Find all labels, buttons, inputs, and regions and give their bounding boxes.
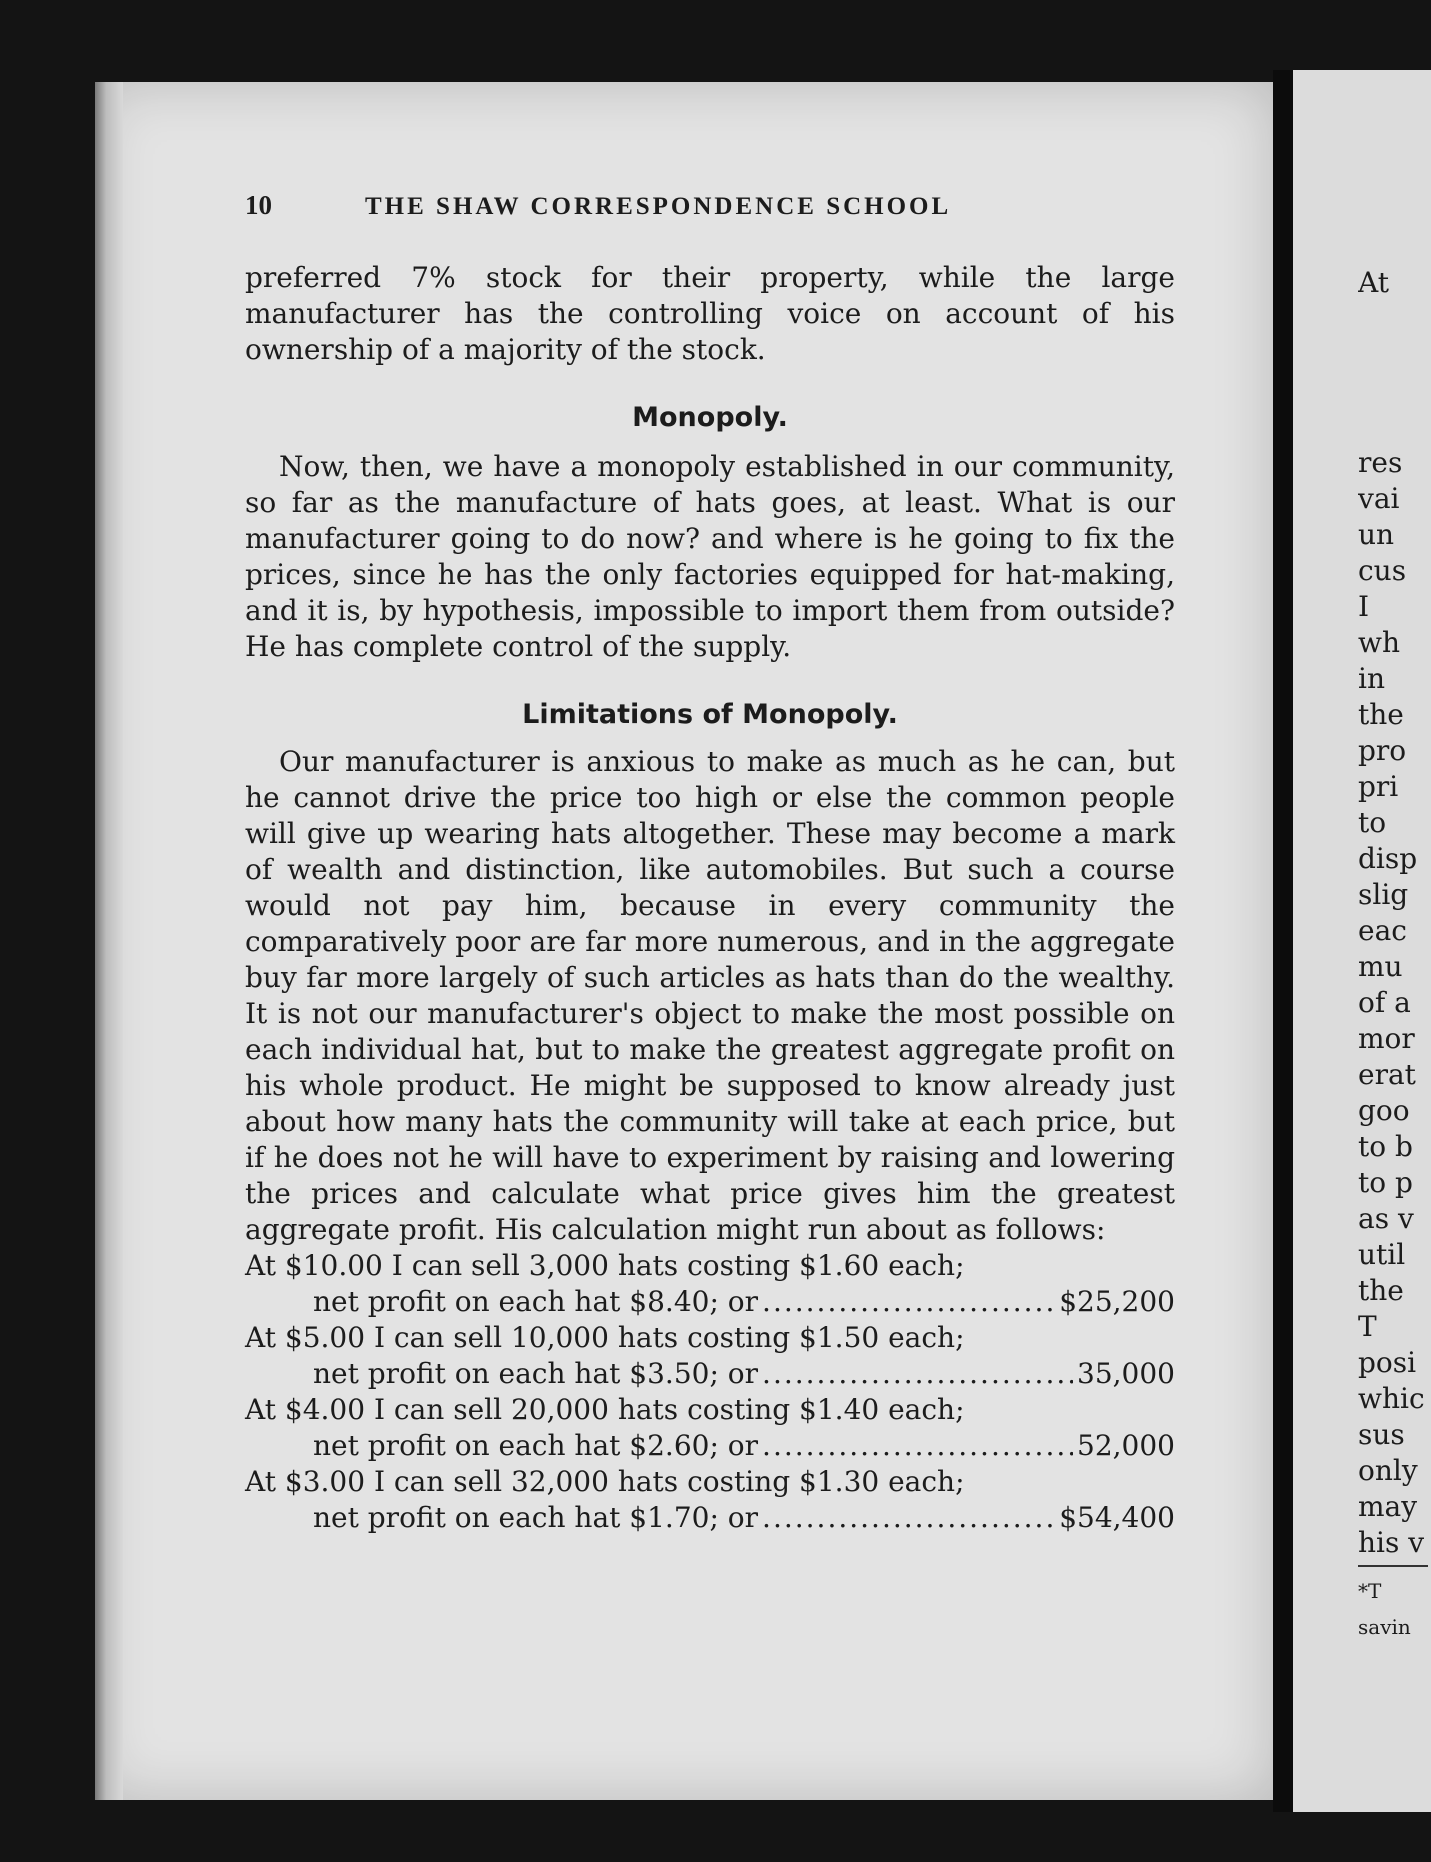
right-block-2 — [1358, 589, 1431, 1309]
binding-edge — [95, 82, 123, 1800]
calc-line-price: At $5.00 I can sell 10,000 hats costing $1.50 each; — [245, 1321, 965, 1354]
section-heading-monopoly: Monopoly. — [632, 402, 788, 433]
calc-line-profit — [245, 1356, 1175, 1392]
right-line-fragment: mu — [1358, 950, 1403, 983]
calc-entry — [245, 1464, 1175, 1536]
right-line-fragment: savin — [1358, 1615, 1411, 1639]
right-line-fragment: goo — [1358, 1094, 1410, 1127]
right-line-fragment: I — [1358, 590, 1370, 623]
right-line-fragment: util — [1358, 1238, 1406, 1271]
limitations-paragraph: Our manufacturer is anxious to make as much as he can, but he cannot drive the price too high or else the common people will give up wearing hats altogether. These may become a mark of wealth and distinction, like automobiles. But such a course would not pay him, because in every community the comparatively poor are far more numerous, and in the aggregate buy far more largely of such articles as hats than do the wealthy. It is not our manufacturer's object to make the most possible on each individual hat, but to make the greatest aggregate profit on his whole product. He might be supposed to know already just about how many hats the community will take at each price, but if he does not he will have to experiment by raising and lowering the prices and calculate what price gives him the greatest aggregate profit. His calculation might run about as follows: — [245, 745, 1175, 1246]
right-line-fragment: erat — [1358, 1058, 1416, 1091]
right-line-fragment: to b — [1358, 1130, 1413, 1163]
calc-line-profit — [245, 1500, 1175, 1536]
right-line-fragment: disp — [1358, 842, 1418, 875]
page-number: 10 — [245, 190, 272, 220]
profit-calculation — [245, 1248, 1175, 1536]
section-heading-limitations: Limitations of Monopoly. — [522, 699, 898, 730]
footnote-rule — [1358, 1565, 1428, 1567]
right-line-fragment: only — [1358, 1454, 1418, 1487]
calc-amount: 52,000 — [1077, 1429, 1175, 1462]
calc-line-price: At $3.00 I can sell 32,000 hats costing $1.30 each; — [245, 1465, 965, 1498]
dot-leader — [762, 1356, 1073, 1392]
right-line-fragment: to p — [1358, 1166, 1413, 1199]
monopoly-paragraph: Now, then, we have a monopoly established in our community, so far as the manufacture of hats goes, at least. What is our manufacturer going to do now? and where is he going to fix the prices, since he has the only factories equipped for hat-making, and it is, by hypothesis, impossible to import them from outside? He has complete control of the supply. — [245, 450, 1175, 663]
right-line-fragment: eac — [1358, 914, 1407, 947]
right-line-fragment: the — [1358, 698, 1404, 731]
dot-leader — [762, 1284, 1055, 1320]
right-line-fragment: as v — [1358, 1202, 1414, 1235]
dot-leader — [762, 1428, 1073, 1464]
right-line-fragment: T — [1358, 1310, 1377, 1343]
spacer — [1358, 373, 1431, 445]
right-line-fragment: the — [1358, 1274, 1404, 1307]
calc-profit-text: net profit on each hat $2.60; or — [313, 1429, 759, 1462]
right-line-fragment: in — [1358, 662, 1385, 695]
calc-amount: 35,000 — [1077, 1357, 1175, 1390]
right-line-fragment: mor — [1358, 1022, 1415, 1055]
right-heading-fragment: At — [1358, 266, 1389, 299]
right-line-fragment: *T — [1358, 1579, 1382, 1603]
right-line-fragment: vai — [1358, 482, 1400, 515]
right-block-3 — [1358, 1309, 1431, 1561]
right-line-fragment: posi — [1358, 1346, 1417, 1379]
running-head-title: THE SHAW CORRESPONDENCE SCHOOL — [365, 193, 952, 220]
right-line-fragment: wh — [1358, 626, 1400, 659]
calc-line-price: At $10.00 I can sell 3,000 hats costing $1.60 each; — [245, 1249, 965, 1282]
right-line-fragment: may — [1358, 1490, 1418, 1523]
right-line-fragment: whic — [1358, 1382, 1425, 1415]
dot-leader — [762, 1500, 1055, 1536]
right-line-fragment: of a — [1358, 986, 1411, 1019]
right-line-fragment: to — [1358, 806, 1387, 839]
calc-profit-text: net profit on each hat $3.50; or — [313, 1357, 759, 1390]
right-footnote — [1358, 1573, 1431, 1645]
right-line-fragment: sus — [1358, 1418, 1405, 1451]
right-line-fragment: pro — [1358, 734, 1407, 767]
page-text — [245, 190, 1175, 1536]
calc-entry — [245, 1392, 1175, 1464]
calc-line-price: At $4.00 I can sell 20,000 hats costing $1.40 each; — [245, 1393, 965, 1426]
calc-line-profit — [245, 1284, 1175, 1320]
calc-entry — [245, 1248, 1175, 1320]
right-line-fragment: res — [1358, 446, 1403, 479]
calc-profit-text: net profit on each hat $1.70; or — [313, 1501, 759, 1534]
calc-entry — [245, 1320, 1175, 1392]
right-line-fragment: slig — [1358, 878, 1409, 911]
right-line-fragment: un — [1358, 518, 1395, 551]
spacer — [1358, 301, 1431, 373]
book-gutter — [1273, 70, 1293, 1812]
calc-line-profit — [245, 1428, 1175, 1464]
right-line-fragment: pri — [1358, 770, 1399, 803]
calc-amount: $54,400 — [1059, 1501, 1175, 1534]
right-block-1 — [1358, 445, 1431, 589]
right-page-fragments — [1358, 265, 1431, 1645]
calc-amount: $25,200 — [1059, 1285, 1175, 1318]
calc-profit-text: net profit on each hat $8.40; or — [313, 1285, 759, 1318]
right-line-fragment: his v — [1358, 1526, 1425, 1559]
running-head — [245, 190, 1175, 230]
intro-paragraph: preferred 7% stock for their property, while the large manufacturer has the controlling voice on account of his ownership of a majority of the stock. — [245, 261, 1175, 366]
right-line-fragment: cus — [1358, 554, 1407, 587]
